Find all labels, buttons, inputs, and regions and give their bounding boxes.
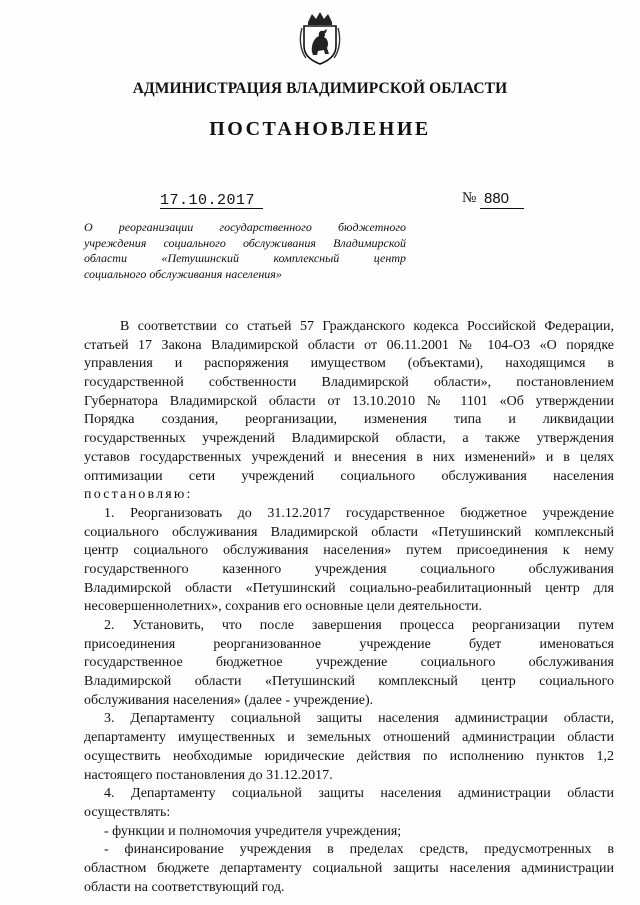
body-line: осуществлять: [84, 804, 171, 820]
body-line: государственных учреждений Владимирской области, а также утверждения [84, 431, 614, 447]
body-line: В соответствии со статьей 57 Гражданского кодекса Российской Федерации, [120, 319, 614, 334]
body-line: статьей 17 Закона Владимирской области от 06.11.2001 № 104-ОЗ «О порядке [84, 337, 614, 353]
body-line: областном бюджете департаменту социальной защиты населения администрации [84, 860, 614, 876]
body-line: настоящего постановления до 31.12.2017. [84, 767, 333, 783]
body-line: государственное бюджетное учреждение социального обслуживания [84, 655, 614, 671]
body-line: области на соответствующий год. [84, 879, 285, 895]
subject-line: области «Петушинский комплексный центр [84, 251, 406, 265]
body-line: государственной собственности Владимирской области», постановлением [84, 375, 614, 391]
body-line: уставов государственных учреждений и внесения в них изменений» и в целях [84, 449, 614, 465]
document-body [84, 318, 614, 897]
subject-line: учреждения социального обслуживания Владимирской [84, 235, 406, 250]
subject-line: социального обслуживания населения» [84, 266, 282, 281]
body-line: постановляю: [84, 487, 193, 503]
body-line: государственного казенного учреждения социального обслуживания [84, 561, 614, 577]
coat-of-arms-icon [298, 10, 342, 66]
date-underline [160, 208, 263, 209]
subject-line: О реорганизации государственного бюджетного [84, 220, 406, 234]
body-line: обслуживания населения» (далее - учреждение). [84, 692, 374, 708]
body-line: 2. Установить, что после завершения процесса реорганизации путем [104, 618, 614, 633]
body-line: - финансирование учреждения в пределах средств, предусмотренных в [104, 842, 614, 858]
number-label: № [462, 190, 477, 206]
body-line: управления и распоряжения имуществом (объектами), находящимся в [84, 356, 614, 372]
document-subject [84, 220, 406, 282]
body-line: 4. Департаменту социальной защиты населения администрации области [104, 786, 614, 802]
body-line: осуществить необходимые юридические действия по исполнению пунктов 1,2 [84, 748, 614, 764]
document-date: 17.10.2017 [160, 192, 256, 209]
body-line: 1. Реорганизовать до 31.12.2017 государственное бюджетное учреждение [104, 505, 614, 521]
body-line: социального обслуживания Владимирской области «Петушинский комплексный [84, 524, 614, 540]
document-type-title: ПОСТАНОВЛЕНИЕ [209, 118, 431, 140]
body-line: 3. Департаменту социальной защиты населения администрации области, [104, 711, 614, 727]
organization-title: АДМИНИСТРАЦИЯ ВЛАДИМИРСКОЙ ОБЛАСТИ [132, 80, 508, 97]
body-line: департаменту имущественных и земельных отношений администрации области [84, 730, 614, 746]
body-line: Владимирской области «Петушинский комплексный центр социального [84, 674, 614, 690]
body-line: - функции и полномочия учредителя учреждения; [104, 823, 402, 839]
body-line: Губернатора Владимирской области от 13.10.2010 № 1101 «Об утверждении [84, 393, 614, 409]
body-line: оптимизации сети учреждений социального обслуживания населения [84, 468, 614, 484]
body-line: Владимирской области «Петушинский социально-реабилитационный центр для [84, 580, 614, 596]
body-line: Порядка создания, реорганизации, изменения типа и ликвидации [84, 412, 614, 428]
body-line: центр социального обслуживания населения» путем присоединения к нему [84, 543, 614, 559]
body-line: несовершеннолетних», сохранив его основные цели деятельности. [84, 599, 482, 615]
body-line: присоединения реорганизованное учреждение будет именоваться [84, 636, 614, 652]
document-number: 880 [484, 190, 510, 207]
number-underline [480, 208, 524, 209]
